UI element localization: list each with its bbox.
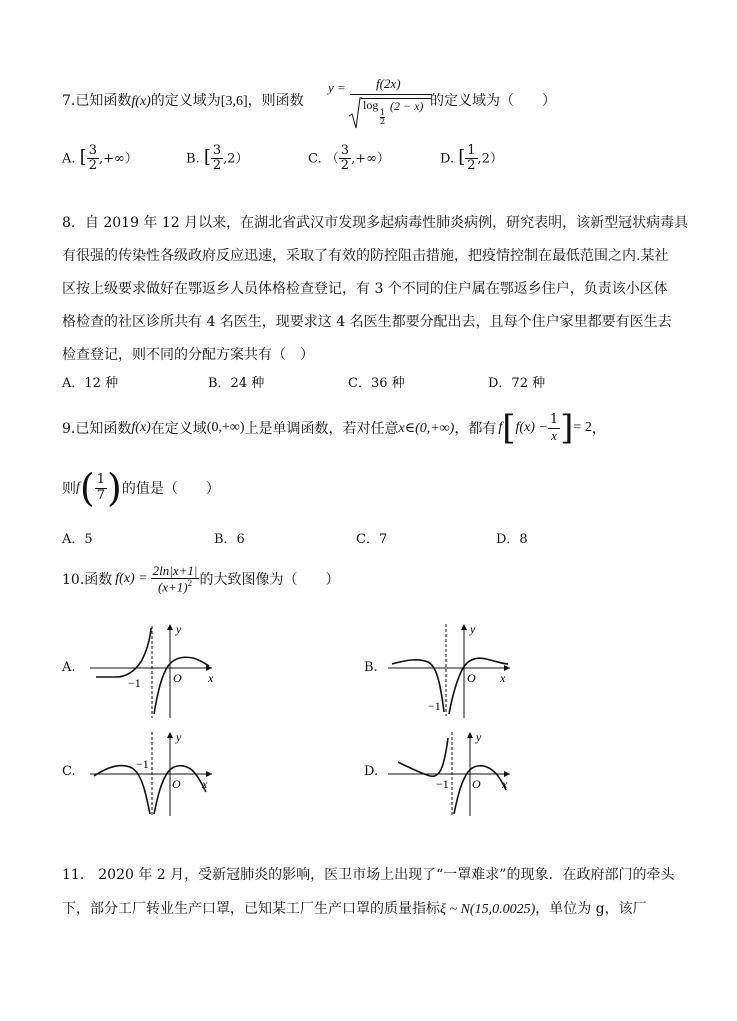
q9-line2 (62, 466, 220, 510)
q7-option-d-label: D. (440, 151, 455, 167)
q10-num: 2ln|x+1| (152, 562, 198, 578)
q7-f-x: f(x) (131, 94, 151, 109)
q10-graph-d-x-label: x (502, 777, 508, 791)
q7-sqrt-sign (348, 96, 362, 130)
q10-option-c-label[interactable]: C. (62, 764, 76, 779)
q9-option-b[interactable]: B．6 (214, 532, 245, 547)
q10-graph-d[interactable] (386, 728, 536, 818)
q10-option-b-label[interactable]: B. (364, 660, 378, 675)
q10-graph-a-x-label: x (208, 671, 214, 685)
q11-line-2-pre: 下，部分工厂转业生产口罩，已知某工厂生产口罩的质量指标 (62, 901, 440, 917)
q7-option-a[interactable] (62, 144, 138, 174)
q8-line-4: 格检查的社区诊所共有 4 名医生，现要求这 4 名医生都要分配出去，且每个住户家里都要有医生去 (62, 314, 672, 330)
q8-line-1: 8．自 2019 年 12 月以来，在湖北省武汉市发现多起病毒性肺炎病例，研究表明，该新型冠状病毒具 (62, 215, 689, 231)
q10-graph-c-x-label: x (202, 777, 208, 791)
q7-numerator: f(2x) (376, 76, 401, 91)
q10-graph-a-curve-right (154, 657, 209, 714)
q10-pre: 10.函数 (62, 572, 113, 588)
q7-option-c-frac (339, 144, 351, 174)
q9-option-d[interactable]: D．8 (496, 532, 528, 547)
q7-option-c-label: C. (308, 151, 322, 167)
q9-line2-tail: 的值是（ ） (121, 481, 220, 497)
q10-graph-b[interactable] (386, 620, 536, 720)
q8-option-c[interactable]: C．36 种 (348, 376, 405, 391)
q9-option-c[interactable]: C．7 (356, 532, 388, 547)
q9-options (62, 528, 582, 548)
q7-option-a-frac (87, 144, 99, 174)
q7-stem-pre: 7.已知函数 (62, 93, 132, 109)
q10-graph-c-y-label: y (176, 730, 182, 744)
q10-den-wrap (156, 579, 194, 595)
q7-option-b-frac (211, 144, 223, 174)
q8-options (62, 372, 582, 392)
q10-graph-d-curve-left (398, 738, 448, 776)
q7-option-a-num: 3 (88, 143, 97, 158)
q7-log-base-num: 1 (380, 108, 386, 117)
q7-option-b-open: [ (203, 146, 211, 168)
q10-graph-c-curve-left (94, 766, 150, 814)
q10-graph-a-y-arrow (167, 624, 173, 630)
q9-line2-left-paren: ( (79, 466, 95, 510)
q8-line-2: 有很强的传染性各级政府反应迅速，采取了有效的防控阻击措施，把疫情控制在最低范围之内.某社 (62, 248, 669, 264)
q10-graph-a-y-label: y (176, 622, 182, 636)
q7-option-c[interactable] (308, 144, 390, 174)
q7-option-d-open: [ (458, 146, 466, 168)
q10-graph-c-origin: O (172, 777, 181, 791)
q8-line-5: 检查登记，则不同的分配方案共有（ ） (62, 347, 314, 363)
q9-mid1: 在定义域 (150, 421, 207, 437)
q10-graph-a-minus-one: −1 (128, 676, 141, 690)
q10-fx: f(x) = (115, 571, 148, 586)
q10-tail: 的大致图像为（ ） (199, 572, 340, 588)
q10-graph-b-minus-one: −1 (428, 699, 441, 713)
q9-line2-frac (95, 473, 107, 503)
q9-frac-den: x (551, 427, 557, 443)
q9-mid2: 上是单调函数，若对任意 (244, 421, 399, 437)
q10-graph-b-curve-right (449, 658, 508, 714)
q7-option-c-num: 3 (340, 143, 350, 158)
q7-option-a-label: A. (62, 151, 76, 167)
q7-option-a-den: 2 (88, 158, 97, 174)
q10-den-sup: 2 (187, 577, 193, 588)
q10-option-d-label[interactable]: D. (364, 764, 379, 779)
q10-stem (62, 556, 339, 602)
q9-left-bracket: [ (502, 408, 516, 448)
q11-line-2-tail: ，单位为 g，该厂 (535, 901, 647, 917)
q7-fraction-bar (350, 94, 432, 95)
q7-option-d-tail: ,2） (477, 151, 503, 167)
q7-option-d-num: 1 (467, 143, 476, 158)
q10-frac (151, 564, 200, 595)
q7-option-c-open: （ (325, 151, 339, 167)
q9-line2-pre: 则 (62, 481, 76, 497)
q7-option-a-open: [ (79, 146, 87, 168)
q7-option-c-den: 2 (340, 158, 350, 174)
q9-pre: 9.已知函数 (62, 421, 132, 437)
q9-frac-num: 1 (549, 412, 559, 428)
q7-option-b-den: 2 (212, 158, 222, 174)
q9-right-bracket: ] (560, 408, 574, 448)
q7-option-b-num: 3 (212, 143, 222, 158)
q10-graph-d-minus-one: −1 (436, 777, 449, 791)
q9-stem (62, 406, 606, 450)
q10-den: (x+1) (157, 579, 188, 595)
q11-line-1: 11. 2020 年 2 月，受新冠肺炎的影响，医卫市场上出现了“一罩难求”的现象．在政府部门的牵头 (62, 867, 675, 883)
q7-y-eq: y = (328, 80, 346, 95)
q9-line2-frac-den: 7 (96, 487, 105, 503)
q10-graph-a-origin: O (173, 671, 182, 685)
q7-option-c-tail: ,+∞） (351, 151, 390, 167)
q8-option-b[interactable]: B．24 种 (208, 376, 265, 391)
q7-mid2: ，则函数 (247, 93, 304, 109)
q11-distribution: ξ ~ N(15,0.0025) (440, 902, 536, 917)
q9-line2-f: f (76, 480, 80, 495)
q7-option-d-frac (465, 144, 477, 174)
q10-graph-d-origin: O (472, 777, 481, 791)
q9-mid3: ，都有 (454, 421, 497, 437)
q10-graph-c-minus-one: −1 (136, 757, 149, 771)
q7-log-base (380, 109, 385, 126)
q10-graph-a-curve-left (96, 628, 151, 677)
q7-log: log (363, 98, 379, 112)
q9-line2-frac-num: 1 (96, 472, 105, 488)
q10-option-a-label[interactable]: A. (62, 660, 76, 675)
q7-option-b-label: B. (186, 151, 200, 167)
q7-options (62, 144, 582, 184)
q7-option-b-tail: ,2） (223, 151, 249, 167)
q7-option-b[interactable] (186, 144, 249, 174)
q10-graph-a[interactable] (88, 620, 228, 720)
q10-graph-c-y-arrow (167, 732, 173, 738)
q11-line-2 (62, 898, 647, 918)
q7-stem (62, 90, 304, 113)
q9-frac (548, 413, 560, 443)
q9-fx: f(x) (131, 420, 151, 435)
q7-domain: [3,6] (220, 94, 248, 109)
q8-option-d[interactable]: D．72 种 (488, 376, 546, 391)
q9-line2-right-paren: ) (107, 466, 122, 510)
q7-function-formula (328, 74, 438, 134)
q7-option-d[interactable] (440, 144, 503, 174)
q9-option-a[interactable]: A．5 (62, 532, 93, 547)
q7-tail: 的定义域为（ ） (430, 93, 556, 109)
q7-log-arg: (2 − x) (390, 99, 424, 113)
q10-graph-c[interactable] (88, 728, 238, 818)
q7-option-a-tail: ,+∞） (98, 151, 138, 167)
q8-option-a[interactable]: A．12 种 (62, 376, 119, 391)
q9-eq: = 2 (573, 420, 592, 435)
q8-line-3: 区按上级要求做好在鄂返乡人员体格检查登记，有 3 个不同的住户属在鄂返乡住户，负责该小区体 (62, 281, 668, 297)
q10-graph-b-x-label: x (500, 671, 506, 685)
q9-condition: x∈(0,+∞) (398, 420, 455, 436)
q10-graph-b-origin: O (467, 671, 476, 685)
q9-comma: ， (591, 421, 606, 437)
q9-inner: f(x) − (515, 420, 548, 435)
q10-graph-b-y-label: y (470, 622, 476, 636)
q9-domain: (0,+∞) (206, 420, 245, 435)
q10-graph-d-y-arrow (467, 732, 473, 738)
q7-log-base-den: 2 (380, 117, 386, 126)
q10-graph-d-y-label: y (476, 730, 482, 744)
q7-option-d-den: 2 (467, 158, 476, 174)
q7-mid1: 的定义域为 (150, 93, 221, 109)
q10-graph-b-y-arrow (461, 624, 467, 630)
q9-f: f (498, 420, 503, 435)
